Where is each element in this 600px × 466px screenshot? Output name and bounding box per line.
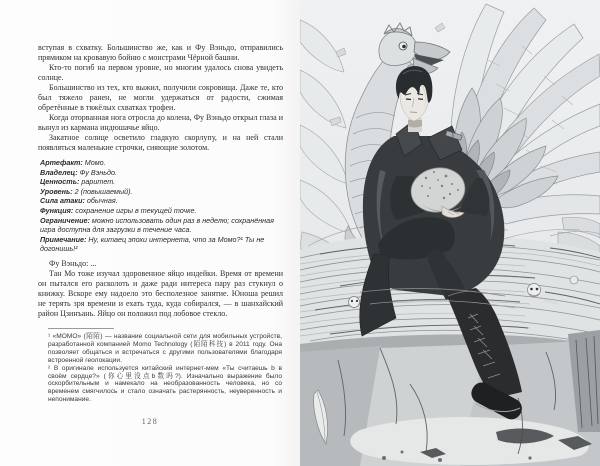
artifact-label: Сила атаки: — [40, 196, 85, 206]
artifact-label: Ценность: — [40, 177, 80, 187]
artifact-line — [40, 158, 283, 168]
footnote-separator — [48, 328, 114, 329]
artifact-value: Момо. — [82, 158, 106, 167]
footnote: ² В оригинале используется китайский интернет-мем «Ты считаешь b в своём сердце?» (你心里没点b数吗?). Изначально выражение было оскорбительным и намекало на необразованность человека, но со временем смягчилось и стало означать растерянность, неуверенность и непонимание. — [48, 364, 282, 404]
artifact-line — [40, 177, 283, 187]
body-paragraph: вступая в схватку. Большинство же, как и Фу Вэньдо, отправились прямиком на кровавую бойню с монстрами Чёрной башни. — [38, 43, 283, 62]
artifact-value: раритет. — [79, 177, 116, 187]
body-paragraph: Большинство из тех, кто выжил, получили сокровища. Даже те, кто был тяжело ранен, не могли удержаться от радости, сжимая обретённые в тяжёлых схватках трофеи. — [38, 83, 283, 112]
artifact-label: Уровень: — [40, 186, 73, 196]
rocks — [300, 330, 600, 466]
dialogue-line: Фу Вэньдо: ... — [49, 258, 97, 268]
artifact-label: Ограничение: — [40, 215, 90, 225]
artifact-label: Владелец: — [40, 167, 78, 177]
footnote: ¹ «MOMO» (陌陌) — название социальной сети для мобильных устройств, разработанной компанией Momo Technology (陌陌科技) в 2011 году. Она позволяет общаться и встречаться с другими пользователями благодаря встроенной геолокации. — [48, 333, 282, 364]
artifact-value: Фу Вэньдо. — [77, 167, 117, 177]
artifact-line — [40, 216, 283, 235]
body-paragraph: Кто-то погиб на первом уровне, но многим удалось снова увидеть солнце. — [38, 63, 283, 82]
bird-head — [379, 31, 417, 66]
artifact-card — [40, 158, 283, 254]
artifact-value: 2 (повышаемый). — [72, 186, 133, 196]
artifact-label: Функция: — [40, 205, 74, 215]
artifact-line — [40, 187, 283, 197]
artifact-line — [40, 235, 283, 254]
body-paragraph: Когда оторванная нога отросла до колена, Фу Вэньдо открыл глаза и вынул из кармана индюшачье яйцо. — [38, 113, 283, 132]
artifact-value: обычная. — [84, 196, 118, 206]
artifact-line — [40, 168, 283, 178]
artifact-line — [40, 206, 283, 216]
artifact-label: Артефакт: — [40, 158, 83, 167]
body-paragraph: Закатное солнце осветило гладкую скорлупу, и на ней стали появляться маленькие строчки, сияющие золотом. — [38, 133, 283, 152]
artifact-value: сохранение игры в текущей точке. — [73, 205, 197, 215]
body-paragraph: Тан Мо тоже изучал здоровенное яйцо индейки. Время от времени он пытался его расколоть и даже ради интереса пару раз стукнул о книжку. Вскоре ему надоело это бесполезное занятие. Юноша решил не терять зря времени и ехать туда, куда собирался, — в шанхайский район Цзинъань. Яйцо он положил под лобовое стекло. — [38, 268, 283, 318]
book-illustration — [300, 0, 600, 466]
artifact-value: можно использовать один раз в неделю; сохранённая игра доступна для загрузки в течение часа. — [40, 215, 274, 235]
right-page — [300, 0, 600, 466]
artifact-line — [40, 196, 283, 206]
artifact-label: Примечание: — [40, 234, 87, 244]
body-text-block — [38, 43, 283, 319]
artifact-value: Ну, китаец эпохи интернета, что за Момо?¹ Ты не догонишь!² — [40, 234, 265, 254]
page-number: 128 — [141, 417, 159, 426]
footnotes-block — [48, 328, 282, 404]
